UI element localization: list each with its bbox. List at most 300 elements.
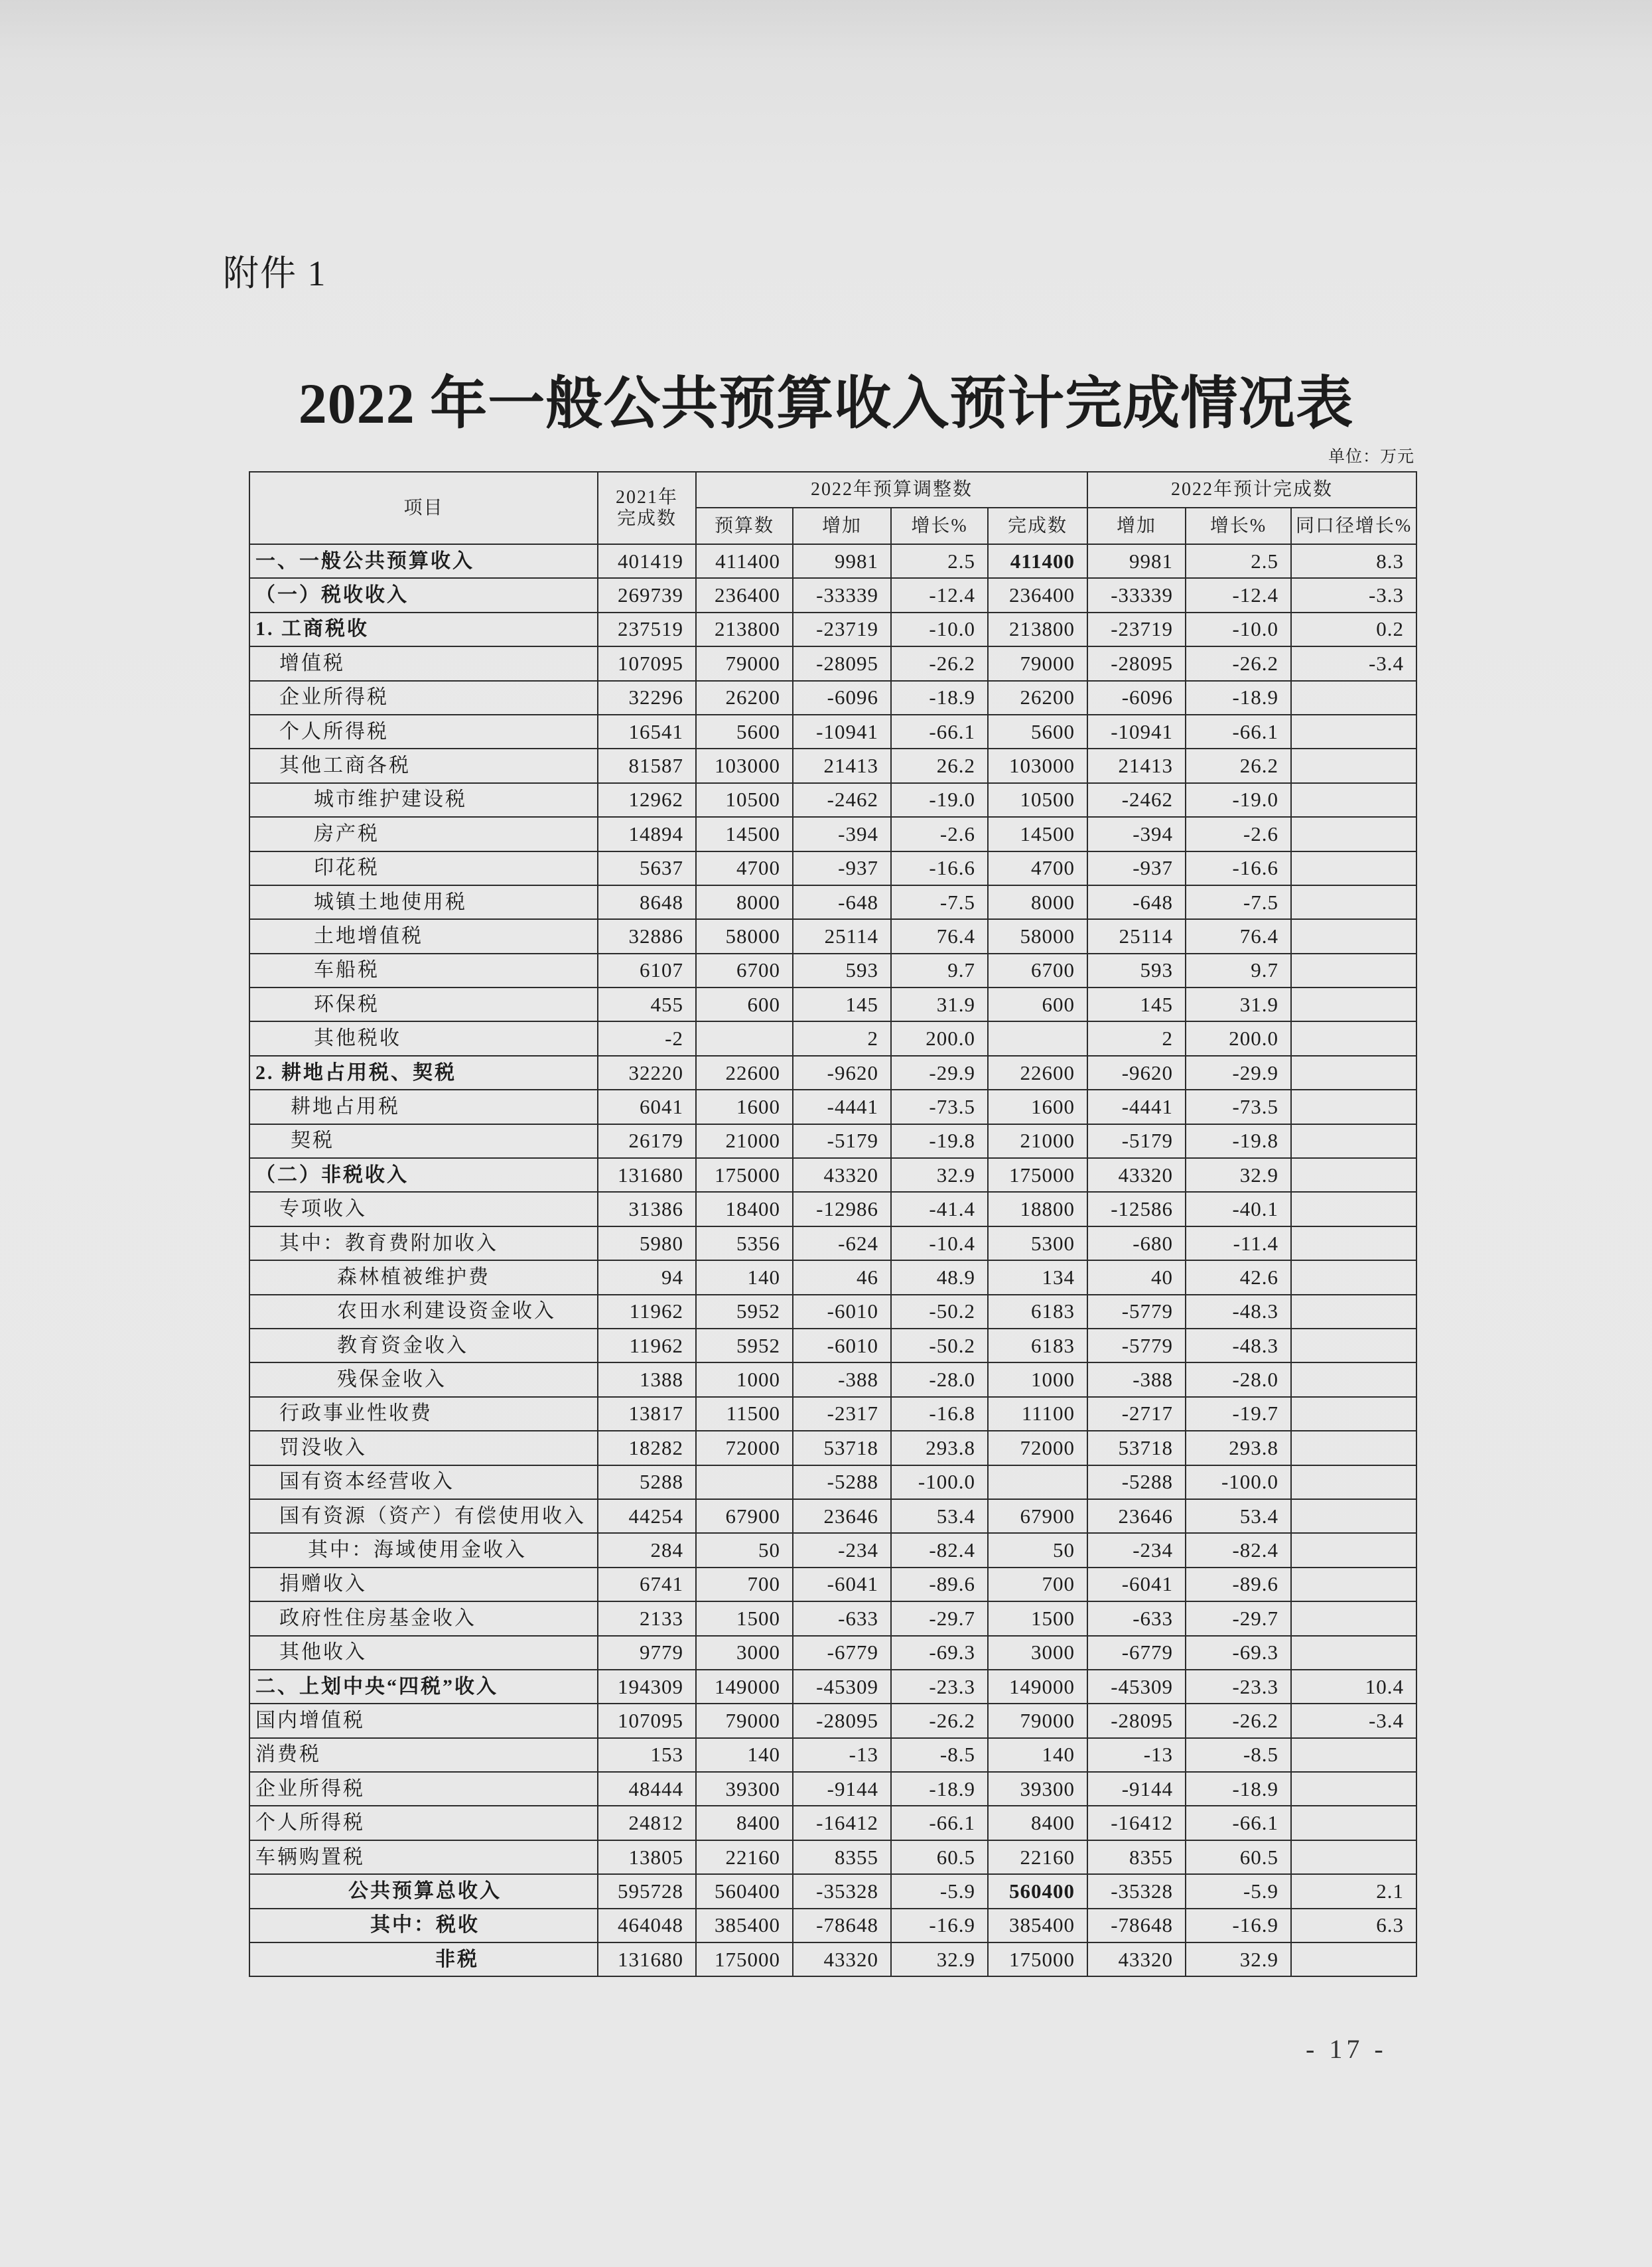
budget-increase-cell: -6096 — [793, 681, 891, 715]
forecast-growth-cell: 42.6 — [1186, 1260, 1291, 1294]
budget-cell: 8000 — [696, 885, 793, 919]
budget-growth-cell: -19.8 — [891, 1124, 988, 1158]
item-cell: 个人所得税 — [249, 715, 598, 749]
item-cell: 消费税 — [249, 1738, 598, 1772]
table-row — [249, 783, 1416, 817]
table-row — [249, 1158, 1416, 1192]
forecast-cell: 67900 — [988, 1499, 1087, 1533]
forecast-cell: 175000 — [988, 1942, 1087, 1976]
budget-cell: 50 — [696, 1533, 793, 1567]
budget-increase-cell: -6041 — [793, 1568, 891, 1601]
actual-2021-cell: 13817 — [598, 1397, 696, 1431]
forecast-increase-cell: -937 — [1087, 851, 1186, 885]
header-item: 项目 — [249, 472, 598, 544]
budget-increase-cell: 43320 — [793, 1158, 891, 1192]
forecast-growth-cell: 2.5 — [1186, 544, 1291, 578]
budget-increase-cell: -28095 — [793, 646, 891, 680]
forecast-cell: 4700 — [988, 851, 1087, 885]
budget-growth-cell: -50.2 — [891, 1295, 988, 1329]
actual-2021-cell: 107095 — [598, 1704, 696, 1737]
comparable-growth-cell — [1291, 1601, 1416, 1635]
actual-2021-cell: 11962 — [598, 1295, 696, 1329]
forecast-growth-cell: -48.3 — [1186, 1329, 1291, 1362]
item-cell: 捐赠收入 — [249, 1568, 598, 1601]
budget-increase-cell: -9144 — [793, 1772, 891, 1806]
comparable-growth-cell — [1291, 1465, 1416, 1499]
forecast-increase-cell: -13 — [1087, 1738, 1186, 1772]
table-row — [249, 646, 1416, 680]
forecast-cell: 385400 — [988, 1909, 1087, 1942]
budget-increase-cell: -394 — [793, 817, 891, 851]
item-cell: 其中：税收 — [249, 1909, 598, 1942]
item-cell: 契税 — [249, 1124, 598, 1158]
comparable-growth-cell — [1291, 919, 1416, 953]
table-row — [249, 1874, 1416, 1908]
forecast-growth-cell: -7.5 — [1186, 885, 1291, 919]
header-2021-actual — [598, 472, 696, 544]
forecast-cell: 6183 — [988, 1329, 1087, 1362]
budget-cell: 22160 — [696, 1840, 793, 1874]
table-row — [249, 681, 1416, 715]
actual-2021-cell: 24812 — [598, 1806, 696, 1840]
forecast-increase-cell: 8355 — [1087, 1840, 1186, 1874]
forecast-growth-cell: -89.6 — [1186, 1568, 1291, 1601]
budget-cell: 72000 — [696, 1431, 793, 1465]
table-row — [249, 1056, 1416, 1090]
budget-cell: 11500 — [696, 1397, 793, 1431]
table-row — [249, 1124, 1416, 1158]
table-row — [249, 1909, 1416, 1942]
actual-2021-cell: 94 — [598, 1260, 696, 1294]
forecast-growth-cell: 32.9 — [1186, 1158, 1291, 1192]
forecast-growth-cell: -18.9 — [1186, 681, 1291, 715]
budget-growth-cell: -7.5 — [891, 885, 988, 919]
budget-cell: 700 — [696, 1568, 793, 1601]
budget-increase-cell: -23719 — [793, 613, 891, 646]
budget-increase-cell: 25114 — [793, 919, 891, 953]
budget-increase-cell: -16412 — [793, 1806, 891, 1840]
item-cell: 车船税 — [249, 954, 598, 987]
comparable-growth-cell — [1291, 1738, 1416, 1772]
budget-growth-cell: 60.5 — [891, 1840, 988, 1874]
actual-2021-cell: 18282 — [598, 1431, 696, 1465]
forecast-increase-cell: 21413 — [1087, 749, 1186, 782]
actual-2021-cell: 194309 — [598, 1670, 696, 1704]
actual-2021-cell: 269739 — [598, 578, 696, 612]
forecast-increase-cell: -5779 — [1087, 1295, 1186, 1329]
budget-increase-cell: -2462 — [793, 783, 891, 817]
item-cell: 教育资金收入 — [249, 1329, 598, 1362]
comparable-growth-cell — [1291, 1362, 1416, 1396]
item-cell: 土地增值税 — [249, 919, 598, 953]
item-cell: 企业所得税 — [249, 1772, 598, 1806]
budget-growth-cell: -73.5 — [891, 1090, 988, 1124]
item-cell: 增值税 — [249, 646, 598, 680]
actual-2021-cell: 48444 — [598, 1772, 696, 1806]
forecast-growth-cell: -66.1 — [1186, 715, 1291, 749]
budget-cell: 14500 — [696, 817, 793, 851]
budget-growth-cell: 26.2 — [891, 749, 988, 782]
budget-growth-cell: -69.3 — [891, 1636, 988, 1670]
forecast-growth-cell: 9.7 — [1186, 954, 1291, 987]
item-cell: 环保税 — [249, 987, 598, 1021]
item-cell: 其他工商各税 — [249, 749, 598, 782]
item-cell: 其他收入 — [249, 1636, 598, 1670]
budget-cell — [696, 1021, 793, 1055]
forecast-increase-cell: 43320 — [1087, 1942, 1186, 1976]
forecast-cell: 8400 — [988, 1806, 1087, 1840]
forecast-increase-cell: -16412 — [1087, 1806, 1186, 1840]
budget-growth-cell: 53.4 — [891, 1499, 988, 1533]
budget-increase-cell: 23646 — [793, 1499, 891, 1533]
budget-cell: 5356 — [696, 1226, 793, 1260]
budget-increase-cell: 21413 — [793, 749, 891, 782]
header-forecast-group: 2022年预计完成数 — [1087, 472, 1416, 508]
table-row — [249, 1226, 1416, 1260]
forecast-cell: 79000 — [988, 1704, 1087, 1737]
table-row — [249, 919, 1416, 953]
table-row — [249, 1021, 1416, 1055]
comparable-growth-cell — [1291, 1260, 1416, 1294]
budget-cell — [696, 1465, 793, 1499]
budget-cell: 140 — [696, 1738, 793, 1772]
item-cell: 其他税收 — [249, 1021, 598, 1055]
forecast-growth-cell: -11.4 — [1186, 1226, 1291, 1260]
forecast-cell: 1600 — [988, 1090, 1087, 1124]
comparable-growth-cell — [1291, 954, 1416, 987]
table-row — [249, 578, 1416, 612]
forecast-increase-cell: -5779 — [1087, 1329, 1186, 1362]
budget-growth-cell: 200.0 — [891, 1021, 988, 1055]
table-row — [249, 1738, 1416, 1772]
budget-cell: 236400 — [696, 578, 793, 612]
forecast-increase-cell: -28095 — [1087, 646, 1186, 680]
forecast-growth-cell: -10.0 — [1186, 613, 1291, 646]
actual-2021-cell: 6041 — [598, 1090, 696, 1124]
budget-growth-cell: -12.4 — [891, 578, 988, 612]
forecast-growth-cell: -48.3 — [1186, 1295, 1291, 1329]
budget-growth-cell: 48.9 — [891, 1260, 988, 1294]
forecast-cell: 58000 — [988, 919, 1087, 953]
actual-2021-cell: 595728 — [598, 1874, 696, 1908]
forecast-increase-cell: -4441 — [1087, 1090, 1186, 1124]
header-forecast-increase: 增加 — [1087, 508, 1186, 544]
actual-2021-cell: 153 — [598, 1738, 696, 1772]
comparable-growth-cell — [1291, 1397, 1416, 1431]
actual-2021-cell: 464048 — [598, 1909, 696, 1942]
budget-increase-cell: 9981 — [793, 544, 891, 578]
actual-2021-cell: 44254 — [598, 1499, 696, 1533]
comparable-growth-cell — [1291, 1329, 1416, 1362]
forecast-growth-cell: 26.2 — [1186, 749, 1291, 782]
budget-increase-cell: -33339 — [793, 578, 891, 612]
item-cell: 农田水利建设资金收入 — [249, 1295, 598, 1329]
budget-growth-cell: -66.1 — [891, 715, 988, 749]
forecast-increase-cell: -2717 — [1087, 1397, 1186, 1431]
comparable-growth-cell: -3.4 — [1291, 646, 1416, 680]
forecast-growth-cell: 32.9 — [1186, 1942, 1291, 1976]
comparable-growth-cell: -3.4 — [1291, 1704, 1416, 1737]
budget-cell: 26200 — [696, 681, 793, 715]
comparable-growth-cell — [1291, 1124, 1416, 1158]
actual-2021-cell: 11962 — [598, 1329, 696, 1362]
table-row — [249, 1329, 1416, 1362]
budget-growth-cell: -29.9 — [891, 1056, 988, 1090]
budget-increase-cell: -648 — [793, 885, 891, 919]
forecast-growth-cell: -12.4 — [1186, 578, 1291, 612]
comparable-growth-cell — [1291, 1158, 1416, 1192]
forecast-cell: 149000 — [988, 1670, 1087, 1704]
budget-increase-cell: -6779 — [793, 1636, 891, 1670]
actual-2021-cell: 401419 — [598, 544, 696, 578]
budget-growth-cell: -82.4 — [891, 1533, 988, 1567]
comparable-growth-cell — [1291, 817, 1416, 851]
budget-increase-cell: -5179 — [793, 1124, 891, 1158]
forecast-increase-cell: -6779 — [1087, 1636, 1186, 1670]
budget-increase-cell: -78648 — [793, 1909, 891, 1942]
budget-cell: 140 — [696, 1260, 793, 1294]
actual-2021-cell: 16541 — [598, 715, 696, 749]
forecast-growth-cell: -26.2 — [1186, 646, 1291, 680]
comparable-growth-cell: 6.3 — [1291, 1909, 1416, 1942]
comparable-growth-cell — [1291, 987, 1416, 1021]
budget-growth-cell: -41.4 — [891, 1192, 988, 1226]
header-forecast: 完成数 — [988, 508, 1087, 544]
forecast-increase-cell: -234 — [1087, 1533, 1186, 1567]
actual-2021-cell: 5980 — [598, 1226, 696, 1260]
budget-cell: 213800 — [696, 613, 793, 646]
comparable-growth-cell — [1291, 1295, 1416, 1329]
header-comparable-growth: 同口径增长% — [1291, 508, 1416, 544]
budget-increase-cell: -6010 — [793, 1329, 891, 1362]
forecast-cell: 8000 — [988, 885, 1087, 919]
forecast-growth-cell: -29.9 — [1186, 1056, 1291, 1090]
comparable-growth-cell — [1291, 1192, 1416, 1226]
item-cell: 其中：海域使用金收入 — [249, 1533, 598, 1567]
comparable-growth-cell — [1291, 1568, 1416, 1601]
forecast-cell: 22600 — [988, 1056, 1087, 1090]
header-row — [249, 472, 1416, 508]
budget-increase-cell: -4441 — [793, 1090, 891, 1124]
budget-cell: 22600 — [696, 1056, 793, 1090]
forecast-increase-cell: 593 — [1087, 954, 1186, 987]
budget-cell: 6700 — [696, 954, 793, 987]
budget-cell: 5600 — [696, 715, 793, 749]
budget-growth-cell: 2.5 — [891, 544, 988, 578]
actual-2021-cell: 31386 — [598, 1192, 696, 1226]
actual-2021-cell: 26179 — [598, 1124, 696, 1158]
actual-2021-cell: 107095 — [598, 646, 696, 680]
budget-cell: 600 — [696, 987, 793, 1021]
comparable-growth-cell — [1291, 1056, 1416, 1090]
forecast-growth-cell: -100.0 — [1186, 1465, 1291, 1499]
budget-growth-cell: -18.9 — [891, 681, 988, 715]
forecast-increase-cell: -6041 — [1087, 1568, 1186, 1601]
forecast-growth-cell: -5.9 — [1186, 1874, 1291, 1908]
table-row — [249, 1806, 1416, 1840]
forecast-increase-cell: 23646 — [1087, 1499, 1186, 1533]
forecast-increase-cell: 25114 — [1087, 919, 1186, 953]
comparable-growth-cell — [1291, 851, 1416, 885]
budget-increase-cell: 593 — [793, 954, 891, 987]
budget-increase-cell: -6010 — [793, 1295, 891, 1329]
forecast-cell: 11100 — [988, 1397, 1087, 1431]
forecast-growth-cell: -19.8 — [1186, 1124, 1291, 1158]
forecast-cell: 411400 — [988, 544, 1087, 578]
actual-2021-cell: 131680 — [598, 1942, 696, 1976]
comparable-growth-cell — [1291, 715, 1416, 749]
budget-increase-cell: -12986 — [793, 1192, 891, 1226]
budget-cell: 10500 — [696, 783, 793, 817]
forecast-increase-cell: -2462 — [1087, 783, 1186, 817]
actual-2021-cell: 455 — [598, 987, 696, 1021]
comparable-growth-cell: 2.1 — [1291, 1874, 1416, 1908]
table-row — [249, 544, 1416, 578]
table-row — [249, 987, 1416, 1021]
actual-2021-cell: 32220 — [598, 1056, 696, 1090]
budget-growth-cell: 32.9 — [891, 1942, 988, 1976]
comparable-growth-cell — [1291, 1431, 1416, 1465]
forecast-growth-cell: -2.6 — [1186, 817, 1291, 851]
header-budget-group: 2022年预算调整数 — [696, 472, 1087, 508]
budget-cell: 175000 — [696, 1158, 793, 1192]
actual-2021-cell: 9779 — [598, 1636, 696, 1670]
forecast-increase-cell: -10941 — [1087, 715, 1186, 749]
forecast-cell: 1500 — [988, 1601, 1087, 1635]
forecast-growth-cell: -69.3 — [1186, 1636, 1291, 1670]
forecast-increase-cell: -45309 — [1087, 1670, 1186, 1704]
forecast-growth-cell: 31.9 — [1186, 987, 1291, 1021]
budget-growth-cell: -28.0 — [891, 1362, 988, 1396]
budget-increase-cell: -937 — [793, 851, 891, 885]
forecast-increase-cell: -9144 — [1087, 1772, 1186, 1806]
table-row — [249, 954, 1416, 987]
item-cell: 企业所得税 — [249, 681, 598, 715]
forecast-growth-cell: 200.0 — [1186, 1021, 1291, 1055]
header-budget-growth: 增长% — [891, 508, 988, 544]
page-title: 2022 年一般公共预算收入预计完成情况表 — [298, 372, 1354, 435]
comparable-growth-cell — [1291, 1533, 1416, 1567]
table-row — [249, 1942, 1416, 1976]
table-row — [249, 1772, 1416, 1806]
forecast-growth-cell: -29.7 — [1186, 1601, 1291, 1635]
budget-increase-cell: -624 — [793, 1226, 891, 1260]
budget-cell: 3000 — [696, 1636, 793, 1670]
table-row — [249, 1465, 1416, 1499]
budget-increase-cell: 8355 — [793, 1840, 891, 1874]
table-row — [249, 749, 1416, 782]
budget-growth-cell: 31.9 — [891, 987, 988, 1021]
comparable-growth-cell — [1291, 885, 1416, 919]
attachment-label: 附件 1 — [223, 254, 327, 293]
forecast-growth-cell: 60.5 — [1186, 1840, 1291, 1874]
comparable-growth-cell — [1291, 749, 1416, 782]
budget-increase-cell: -28095 — [793, 1704, 891, 1737]
actual-2021-cell: 81587 — [598, 749, 696, 782]
comparable-growth-cell: 8.3 — [1291, 544, 1416, 578]
item-cell: 耕地占用税 — [249, 1090, 598, 1124]
item-cell: 专项收入 — [249, 1192, 598, 1226]
table-row — [249, 1260, 1416, 1294]
forecast-growth-cell: -19.7 — [1186, 1397, 1291, 1431]
actual-2021-cell: 5288 — [598, 1465, 696, 1499]
budget-growth-cell: 293.8 — [891, 1431, 988, 1465]
budget-growth-cell: -23.3 — [891, 1670, 988, 1704]
table-row — [249, 1192, 1416, 1226]
item-cell: （一）税收收入 — [249, 578, 598, 612]
budget-increase-cell: -13 — [793, 1738, 891, 1772]
forecast-growth-cell: -40.1 — [1186, 1192, 1291, 1226]
table-row — [249, 1499, 1416, 1533]
comparable-growth-cell — [1291, 1226, 1416, 1260]
page-number: - 17 - — [1306, 2034, 1387, 2064]
budget-growth-cell: -18.9 — [891, 1772, 988, 1806]
forecast-increase-cell: -9620 — [1087, 1056, 1186, 1090]
budget-increase-cell: -10941 — [793, 715, 891, 749]
budget-cell: 103000 — [696, 749, 793, 782]
forecast-cell: 26200 — [988, 681, 1087, 715]
forecast-cell: 700 — [988, 1568, 1087, 1601]
actual-2021-cell: 14894 — [598, 817, 696, 851]
forecast-growth-cell: -16.6 — [1186, 851, 1291, 885]
item-cell: 国有资本经营收入 — [249, 1465, 598, 1499]
table-header — [249, 472, 1416, 544]
forecast-cell: 50 — [988, 1533, 1087, 1567]
table-row — [249, 1397, 1416, 1431]
budget-cell: 1500 — [696, 1601, 793, 1635]
forecast-cell: 10500 — [988, 783, 1087, 817]
comparable-growth-cell — [1291, 681, 1416, 715]
budget-revenue-table — [249, 471, 1417, 1977]
budget-growth-cell: -5.9 — [891, 1874, 988, 1908]
item-cell: 非税 — [249, 1942, 598, 1976]
forecast-increase-cell: -28095 — [1087, 1704, 1186, 1737]
budget-cell: 5952 — [696, 1329, 793, 1362]
forecast-growth-cell: -66.1 — [1186, 1806, 1291, 1840]
comparable-growth-cell — [1291, 1806, 1416, 1840]
item-cell: 国内增值税 — [249, 1704, 598, 1737]
header-budget-increase: 增加 — [793, 508, 891, 544]
budget-cell: 1600 — [696, 1090, 793, 1124]
budget-growth-cell: -50.2 — [891, 1329, 988, 1362]
budget-cell: 18400 — [696, 1192, 793, 1226]
actual-2021-cell: 284 — [598, 1533, 696, 1567]
forecast-cell — [988, 1021, 1087, 1055]
forecast-cell: 140 — [988, 1738, 1087, 1772]
forecast-growth-cell: -19.0 — [1186, 783, 1291, 817]
budget-increase-cell: 145 — [793, 987, 891, 1021]
forecast-growth-cell: 76.4 — [1186, 919, 1291, 953]
forecast-cell: 175000 — [988, 1158, 1087, 1192]
forecast-increase-cell: -35328 — [1087, 1874, 1186, 1908]
forecast-increase-cell: -5288 — [1087, 1465, 1186, 1499]
forecast-increase-cell: 2 — [1087, 1021, 1186, 1055]
forecast-increase-cell: -633 — [1087, 1601, 1186, 1635]
forecast-cell: 22160 — [988, 1840, 1087, 1874]
budget-growth-cell: -8.5 — [891, 1738, 988, 1772]
item-cell: 一、一般公共预算收入 — [249, 544, 598, 578]
forecast-cell: 3000 — [988, 1636, 1087, 1670]
actual-2021-cell: 237519 — [598, 613, 696, 646]
forecast-growth-cell: -23.3 — [1186, 1670, 1291, 1704]
forecast-increase-cell: -680 — [1087, 1226, 1186, 1260]
forecast-increase-cell: 43320 — [1087, 1158, 1186, 1192]
comparable-growth-cell — [1291, 1090, 1416, 1124]
item-cell: 房产税 — [249, 817, 598, 851]
budget-growth-cell: -10.0 — [891, 613, 988, 646]
actual-2021-cell: 1388 — [598, 1362, 696, 1396]
budget-increase-cell: -2317 — [793, 1397, 891, 1431]
